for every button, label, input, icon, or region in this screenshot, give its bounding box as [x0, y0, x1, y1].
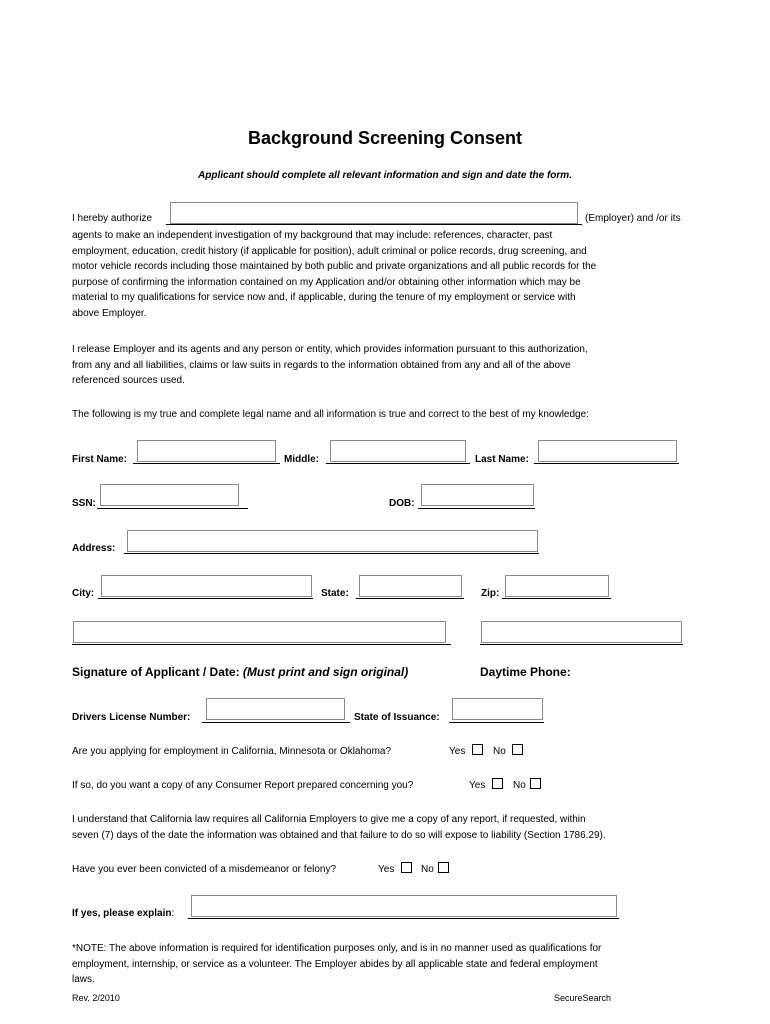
release-line: referenced sources used. — [72, 375, 185, 387]
q3-yes-checkbox[interactable] — [401, 862, 412, 873]
state-of-issuance-label: State of Issuance: — [354, 712, 440, 723]
employer-label: (Employer) and /or its — [585, 213, 681, 224]
q1-yes-checkbox[interactable] — [472, 744, 483, 755]
daytime-phone-label: Daytime Phone: — [480, 665, 571, 679]
signature-label-text: Signature of Applicant / Date: — [72, 665, 240, 679]
authorization-line: agents to make an independent investigation of my background that may include: references, character, past — [72, 230, 553, 241]
daytime-phone-underline — [480, 644, 683, 645]
q1-yes-label: Yes — [449, 746, 466, 757]
daytime-phone-field[interactable] — [481, 621, 682, 643]
zip-underline — [502, 598, 611, 599]
signature-underline — [72, 644, 451, 645]
note-line: laws. — [72, 974, 95, 986]
authorization-line: motor vehicle records including those maintained by both public and private organizations and all public records for the — [72, 261, 597, 273]
question-employment-state: Are you applying for employment in California, Minnesota or Oklahoma? — [72, 746, 392, 757]
q1-no-label: No — [493, 746, 506, 757]
note-paragraph — [72, 941, 702, 988]
first-name-underline — [133, 463, 280, 464]
address-underline — [124, 553, 539, 554]
city-underline — [98, 598, 313, 599]
page-title: Background Screening Consent — [247, 128, 523, 148]
signature-label — [72, 665, 408, 679]
last-name-label: Last Name: — [475, 454, 529, 465]
city-field[interactable] — [101, 575, 312, 597]
first-name-label: First Name: — [72, 454, 128, 465]
address-field[interactable] — [127, 530, 538, 552]
explanation-field[interactable] — [191, 895, 617, 917]
dob-field[interactable] — [421, 484, 534, 506]
ssn-field[interactable] — [100, 484, 239, 506]
authorization-line: employment, education, credit history (if applicable for position), adult criminal or police records, drug screening, and — [72, 245, 587, 257]
drivers-license-field[interactable] — [206, 698, 345, 720]
employer-name-field[interactable] — [170, 202, 578, 224]
first-name-field[interactable] — [137, 440, 276, 462]
question-conviction: Have you ever been convicted of a misdemeanor or felony? — [72, 864, 337, 875]
q2-yes-checkbox[interactable] — [492, 778, 503, 789]
last-name-underline — [534, 463, 679, 464]
state-label: State: — [321, 588, 349, 599]
revision-date: Rev. 2/2010 — [72, 993, 120, 1003]
authorization-paragraph — [72, 228, 702, 322]
release-line: I release Employer and its agents and any person or entity, which provides information pursuant to this authorization, — [72, 344, 588, 355]
employer-underline — [166, 224, 582, 225]
q3-yes-label: Yes — [378, 864, 395, 875]
last-name-field[interactable] — [538, 440, 677, 462]
authorization-line: material to my qualifications for service now and, if applicable, during the tenure of my employment or service with — [72, 292, 576, 304]
drivers-license-underline — [202, 722, 350, 723]
authorization-line: purpose of confirming the information contained on my Application and/or obtaining other information which may be — [72, 276, 581, 288]
if-yes-label: If yes, please explain: — [72, 908, 175, 919]
zip-label: Zip: — [481, 588, 500, 599]
release-paragraph — [72, 342, 702, 389]
ssn-underline — [97, 508, 248, 509]
state-underline — [356, 598, 464, 599]
drivers-license-label: Drivers License Number: — [72, 712, 191, 723]
zip-field[interactable] — [505, 575, 609, 597]
q1-no-checkbox[interactable] — [512, 744, 523, 755]
note-line: employment, internship, or service as a volunteer. The Employer abides by all applicable state and federal employment — [72, 958, 598, 970]
if-yes-label-text: If yes, please explain — [72, 908, 172, 919]
state-of-issuance-field[interactable] — [452, 698, 543, 720]
dob-underline — [418, 508, 535, 509]
middle-name-label: Middle: — [284, 454, 319, 465]
brand-name: SecureSearch — [554, 993, 612, 1003]
q2-no-label: No — [513, 780, 526, 791]
ssn-label: SSN: — [72, 498, 96, 509]
california-line: seven (7) days of the date the information was obtained and that failure to do so will expose to liability (Section 1786.29). — [72, 829, 606, 841]
q2-no-checkbox[interactable] — [530, 778, 541, 789]
q2-yes-label: Yes — [469, 780, 486, 791]
california-paragraph — [72, 812, 702, 843]
authorization-line: above Employer. — [72, 307, 147, 319]
q3-no-checkbox[interactable] — [438, 862, 449, 873]
address-label: Address: — [72, 543, 116, 554]
signature-field[interactable] — [73, 621, 446, 643]
state-field[interactable] — [359, 575, 462, 597]
note-line: *NOTE: The above information is required for identification purposes only, and is in no manner used as qualifications for — [72, 943, 602, 954]
release-line: from any and all liabilities, claims or law suits in regards to the information obtained from any and all of the above — [72, 359, 571, 371]
state-of-issuance-underline — [449, 722, 544, 723]
true-statement: The following is my true and complete legal name and all information is true and correct to the best of my knowledge: — [72, 409, 589, 420]
city-label: City: — [72, 588, 95, 599]
california-line: I understand that California law requires all California Employers to give me a copy of any report, if requested, within — [72, 814, 586, 825]
authorize-prefix: I hereby authorize — [72, 213, 153, 224]
form-instructions: Applicant should complete all relevant information and sign and date the form. — [198, 170, 572, 181]
question-consumer-report: If so, do you want a copy of any Consumer Report prepared concerning you? — [72, 780, 414, 791]
middle-name-field[interactable] — [330, 440, 466, 462]
signature-note: (Must print and sign original) — [242, 665, 409, 679]
middle-name-underline — [326, 463, 470, 464]
q3-no-label: No — [421, 864, 434, 875]
explanation-underline — [188, 918, 619, 919]
dob-label: DOB: — [389, 498, 415, 509]
